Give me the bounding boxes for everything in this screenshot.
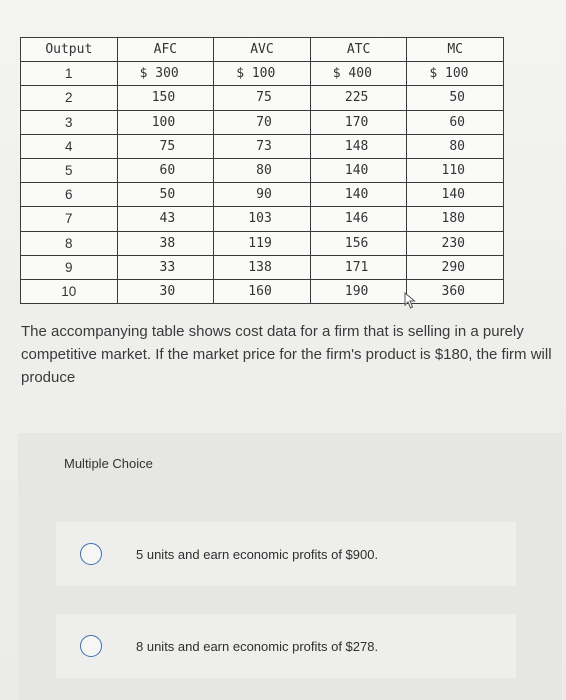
table-cell: 38 (117, 231, 214, 255)
table-cell: $ 400 (310, 62, 407, 86)
table-cell: 110 (407, 158, 504, 182)
table-row (21, 207, 504, 231)
table-cell: 156 (310, 231, 407, 255)
col-header-afc: AFC (117, 38, 214, 62)
table-cell: 73 (214, 134, 311, 158)
table-cell: 1 (21, 62, 118, 86)
table-cell: 75 (117, 134, 214, 158)
table-cell: 4 (21, 134, 118, 158)
table-cell: 150 (117, 86, 214, 110)
answer-option-1-text: 5 units and earn economic profits of $900. (136, 546, 379, 562)
table-cell: 180 (407, 207, 504, 231)
table-cell: 160 (214, 279, 311, 303)
table-row (21, 279, 504, 303)
table-cell: 146 (310, 207, 407, 231)
table-row (21, 158, 504, 182)
col-header-mc: MC (407, 38, 504, 62)
table-cell: 30 (117, 279, 214, 303)
table-cell: 2 (21, 86, 118, 110)
col-header-output: Output (21, 38, 118, 62)
table-row (21, 110, 504, 134)
table-cell: $ 100 (214, 62, 311, 86)
table-cell: 360 (407, 279, 504, 303)
table-cell: 140 (310, 158, 407, 182)
table-cell: 60 (407, 110, 504, 134)
table-row (21, 255, 504, 279)
table-cell: 230 (407, 231, 504, 255)
table-row (21, 183, 504, 207)
table-cell: 8 (21, 231, 118, 255)
table-cell: 9 (21, 255, 118, 279)
table-cell: 148 (310, 134, 407, 158)
table-cell: 290 (407, 255, 504, 279)
table-cell: 5 (21, 158, 118, 182)
multiple-choice-label: Multiple Choice (64, 456, 153, 471)
answer-option-2-text: 8 units and earn economic profits of $278. (136, 638, 379, 654)
cost-table (20, 37, 504, 304)
radio-button-icon[interactable] (80, 543, 102, 565)
table-cell: 190 (310, 279, 407, 303)
table-row (21, 231, 504, 255)
table-cell: $ 100 (407, 62, 504, 86)
table-cell: 75 (214, 86, 311, 110)
table-cell: 10 (21, 279, 118, 303)
table-cell: 170 (310, 110, 407, 134)
table-cell: 6 (21, 183, 118, 207)
answer-option-2[interactable] (56, 614, 516, 678)
table-cell: 80 (214, 158, 311, 182)
question-text: The accompanying table shows cost data for a firm that is selling in a purely competitive market. If the market price for the firm's product is $180, the firm will produce (21, 323, 552, 386)
table-row (21, 134, 504, 158)
table-cell: 3 (21, 110, 118, 134)
mouse-pointer-icon (404, 292, 418, 310)
table-cell: 80 (407, 134, 504, 158)
radio-button-icon[interactable] (80, 635, 102, 657)
table-cell: 103 (214, 207, 311, 231)
table-header-row (21, 38, 504, 62)
table-cell: $ 300 (117, 62, 214, 86)
table-cell: 70 (214, 110, 311, 134)
cost-table-container (20, 37, 504, 304)
table-cell: 50 (117, 183, 214, 207)
table-row (21, 62, 504, 86)
table-cell: 140 (407, 183, 504, 207)
table-cell: 7 (21, 207, 118, 231)
table-cell: 171 (310, 255, 407, 279)
col-header-atc: ATC (310, 38, 407, 62)
table-row (21, 86, 504, 110)
table-cell: 225 (310, 86, 407, 110)
table-cell: 60 (117, 158, 214, 182)
table-cell: 100 (117, 110, 214, 134)
table-cell: 138 (214, 255, 311, 279)
table-cell: 33 (117, 255, 214, 279)
table-cell: 90 (214, 183, 311, 207)
table-cell: 43 (117, 207, 214, 231)
col-header-avc: AVC (214, 38, 311, 62)
table-cell: 140 (310, 183, 407, 207)
answer-option-1[interactable] (56, 522, 516, 586)
table-cell: 50 (407, 86, 504, 110)
table-cell: 119 (214, 231, 311, 255)
